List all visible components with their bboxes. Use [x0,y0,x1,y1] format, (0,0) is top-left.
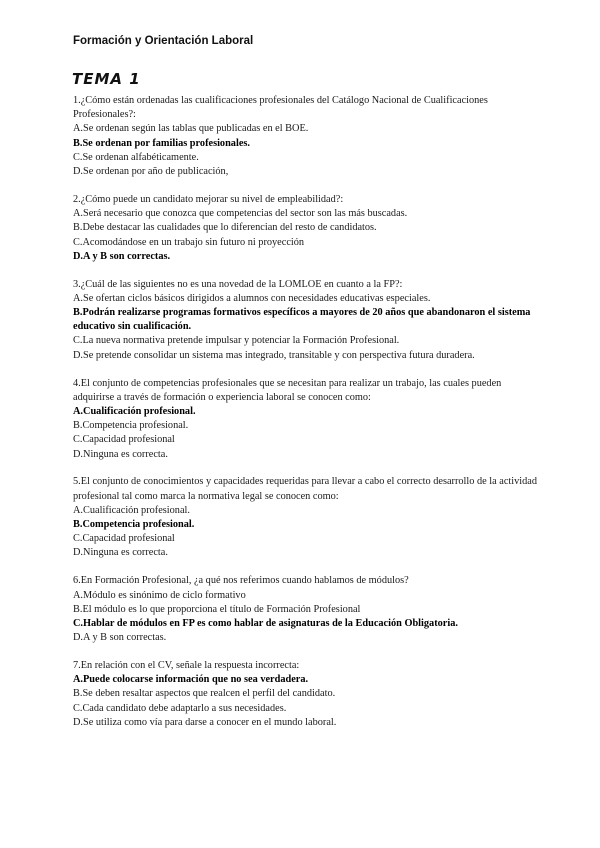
answer-option: A.Módulo es sinónimo de ciclo formativo [73,589,246,601]
answer-option: C.La nueva normativa pretende impulsar y potenciar la Formación Profesional. [73,335,400,347]
answer-option: A.Se ordenan según las tablas que publicadas en el BOE. [73,123,309,135]
answer-option: D.Ninguna es correcta. [73,547,168,559]
answer-option-correct: A.Puede colocarse información que no sea verdadera. [73,674,309,686]
answer-option: B.El módulo es lo que proporciona el título de Formación Profesional [73,603,361,615]
question-text: 3.¿Cuál de las siguientes no es una novedad de la LOMLOE en cuanto a la FP?: [73,278,403,290]
answer-option: C.Se ordenan alfabéticamente. [73,151,199,163]
question-6 [73,574,543,645]
question-4 [73,377,543,462]
question-1 [73,94,543,179]
answer-option-correct: D.A y B son correctas. [73,250,171,262]
answer-option: C.Capacidad profesional [73,434,175,446]
question-text: 2.¿Cómo puede un candidato mejorar su nivel de empleabilidad?: [73,193,344,205]
question-list [73,94,543,744]
answer-option: A.Cualificación profesional. [73,504,190,516]
section-title: TEMA 1 [72,70,141,88]
question-2 [73,193,543,264]
answer-option: B.Debe destacar las cualidades que lo diferencian del resto de candidatos. [73,222,377,234]
answer-option: D.Se pretende consolidar un sistema mas integrado, transitable y con perspectiva futura duradera. [73,349,475,361]
answer-option-correct: C.Hablar de módulos en FP es como hablar de asignaturas de la Educación Obligatoria. [73,617,458,629]
answer-option: A.Se ofertan ciclos básicos dirigidos a alumnos con necesidades educativas especiales. [73,292,431,304]
question-text: 7.En relación con el CV, señale la respuesta incorrecta: [73,660,300,672]
answer-option-correct: B.Podrán realizarse programas formativos específicos a mayores de 20 años que abandonaron el sistema educativo sin cualificación. [73,307,531,333]
question-3 [73,278,543,363]
answer-option: B.Competencia profesional. [73,420,189,432]
answer-option: D.A y B son correctas. [73,632,167,644]
answer-option: B.Se deben resaltar aspectos que realcen el perfil del candidato. [73,688,336,700]
answer-option: C.Capacidad profesional [73,533,175,545]
answer-option: D.Se ordenan por año de publicación, [73,166,229,178]
answer-option-correct: A.Cualificación profesional. [73,405,196,417]
answer-option: D.Ninguna es correcta. [73,448,168,460]
question-7 [73,659,543,730]
answer-option: C.Cada candidato debe adaptarlo a sus necesidades. [73,702,287,714]
question-text: 5.El conjunto de conocimientos y capacidades requeridas para llevar a cabo el correcto desarrollo de la actividad profesional tal como marca la normativa legal se conocen como: [73,476,538,502]
answer-option: A.Será necesario que conozca que competencias del sector son las más buscadas. [73,208,408,220]
answer-option-correct: B.Competencia profesional. [73,519,195,531]
answer-option: C.Acomodándose en un trabajo sin futuro ni proyección [73,236,305,248]
question-text: 6.En Formación Profesional, ¿a qué nos referimos cuando hablamos de módulos? [73,575,409,587]
question-text: 1.¿Cómo están ordenadas las cualificaciones profesionales del Catálogo Nacional de Cualificaciones Profesionales?: [73,95,488,121]
answer-option-correct: B.Se ordenan por familias profesionales. [73,137,250,149]
page-header-title: Formación y Orientación Laboral [73,35,254,47]
question-5 [73,475,543,560]
question-text: 4.El conjunto de competencias profesionales que se necesitan para realizar un trabajo, las cuales pueden adquirirse a través de formación o experiencia laboral se conocen como: [73,377,502,403]
answer-option: D.Se utiliza como vía para darse a conocer en el mundo laboral. [73,716,337,728]
